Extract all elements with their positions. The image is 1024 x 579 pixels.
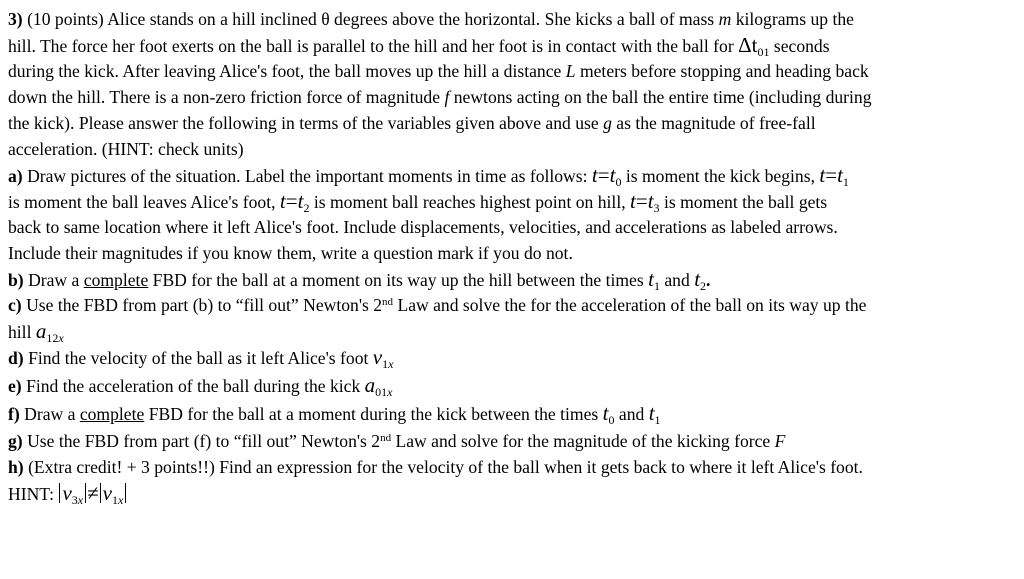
part-g-label: g) [8,431,23,451]
part-f-label: f) [8,404,20,424]
symbol-t1: $t_1$ [648,267,660,293]
part-a-text: Include their magnitudes if you know them, write a question mark if you do not. [8,243,573,263]
problem-document [8,6,1008,508]
intro-line-6 [8,136,1008,162]
symbol-g: g [603,113,612,133]
part-a-line-4 [8,240,1008,266]
part-f-text: Draw a [24,404,76,424]
problem-number: 3) [8,9,23,29]
part-b-text: FBD for the ball at a moment on its way up the hill between the times [152,270,644,290]
intro-text: meters before stopping and heading back [579,61,869,81]
intro-text: hill. The force her foot exerts on the ball is parallel to the hill and her foot is in contact with the ball for [8,36,734,56]
intro-text: down the hill. There is a non-zero friction force of magnitude [8,87,441,107]
part-c-line-1 [8,292,1008,318]
part-a-text: Draw pictures of the situation. Label the important moments in time as follows: [27,166,588,186]
symbol-t-eq-t2: $t=t_2$ [279,189,310,215]
part-c-label: c) [8,295,22,315]
intro-line-4 [8,84,1008,110]
symbol-t-eq-t0: $t=t_0$ [591,163,622,189]
symbol-a12x: $a_{12x}$ [35,319,64,345]
part-f-text: and [618,404,645,424]
part-c-text: Use the FBD from part (b) to “fill out” Newton's 2 [26,295,383,315]
part-f-text: FBD for the ball at a moment during the kick between the times [148,404,599,424]
intro-line-5 [8,110,1008,136]
symbol-v1x: $v_{1x}$ [372,345,394,371]
intro-text: acceleration. (HINT: check units) [8,139,244,159]
part-a-text: is moment the ball gets [663,192,828,212]
part-b-text: and [664,270,690,290]
part-g-text: Law and solve for the magnitude of the kicking force [395,431,771,451]
symbol-m: m [718,9,732,29]
symbol-delta-t01: $\Delta t_{01}$ [738,33,770,59]
symbol-t-eq-t1: $t=t_1$ [819,163,849,189]
part-d-text: Find the velocity of the ball as it left Alice's foot [28,348,369,368]
part-e-text: Find the acceleration of the ball during the kick [26,376,361,396]
part-d-line [8,344,1008,372]
part-c-line-2 [8,318,1008,344]
symbol-L: L [565,61,576,81]
part-g-line [8,428,1008,454]
not-equal-sign: ≠ [87,481,99,505]
part-h-line-1 [8,454,1008,480]
part-b-text: Draw a [28,270,80,290]
part-a-line-3 [8,214,1008,240]
part-a-text: is moment the kick begins, [625,166,815,186]
symbol-t1: $t_1$ [648,401,661,427]
intro-line-3 [8,58,1008,84]
underlined-word: complete [83,270,149,290]
intro-text: the kick). Please answer the following in terms of the variables given above and use [8,113,599,133]
underlined-word: complete [79,404,145,424]
symbol-f: f [444,87,450,107]
symbol-t-eq-t3: $t=t_3$ [630,189,660,215]
symbol-a01x: $a_{01x}$ [364,373,393,399]
superscript: nd [380,432,392,444]
part-g-text: Use the FBD from part (f) to “fill out” Newton's 2 [27,431,381,451]
intro-line-2 [8,32,1008,58]
intro-text: newtons acting on the ball the entire time (including during [453,87,872,107]
intro-text: as the magnitude of free-fall [616,113,816,133]
part-a-text: back to same location where it left Alice's foot. Include displacements, velocities, and accelerations as labeled arrows. [8,217,838,237]
intro-line-1 [8,6,1008,32]
symbol-F: F [774,431,786,451]
part-d-label: d) [8,348,24,368]
intro-text: (10 points) Alice stands on a hill inclined θ degrees above the horizontal. She kicks a ball of mass [27,9,715,29]
part-c-text: Law and solve the for the acceleration of the ball on its way up the [397,295,867,315]
part-a-text: is moment ball reaches highest point on hill, [313,192,626,212]
part-c-text: hill [8,322,32,342]
symbol-t0: $t_0$ [602,401,615,427]
part-h-text: (Extra credit! + 3 points!!) Find an expression for the velocity of the ball when it gets back to where it left Alice's foot. [28,457,863,477]
symbol-t2: $t_2$ [694,267,707,293]
part-b-line [8,266,1008,292]
period: . [706,270,711,290]
intro-text: seconds [773,36,830,56]
abs-v3x: $v_{3x}$ [59,483,86,503]
part-f-line [8,400,1008,428]
part-h-line-2 [8,480,1008,508]
part-b-label: b) [8,270,24,290]
intro-text: during the kick. After leaving Alice's foot, the ball moves up the hill a distance [8,61,562,81]
abs-v1x: $v_{1x}$ [100,483,127,503]
part-e-label: e) [8,376,22,396]
part-a-line-2 [8,188,1008,214]
part-h-label: h) [8,457,24,477]
part-a-label: a) [8,166,23,186]
intro-text: kilograms up the [735,9,854,29]
part-a-text: is moment the ball leaves Alice's foot, [8,192,276,212]
part-e-line [8,372,1008,400]
hint-label: HINT: [8,484,55,504]
part-a-line-1 [8,162,1008,188]
superscript: nd [382,296,394,308]
